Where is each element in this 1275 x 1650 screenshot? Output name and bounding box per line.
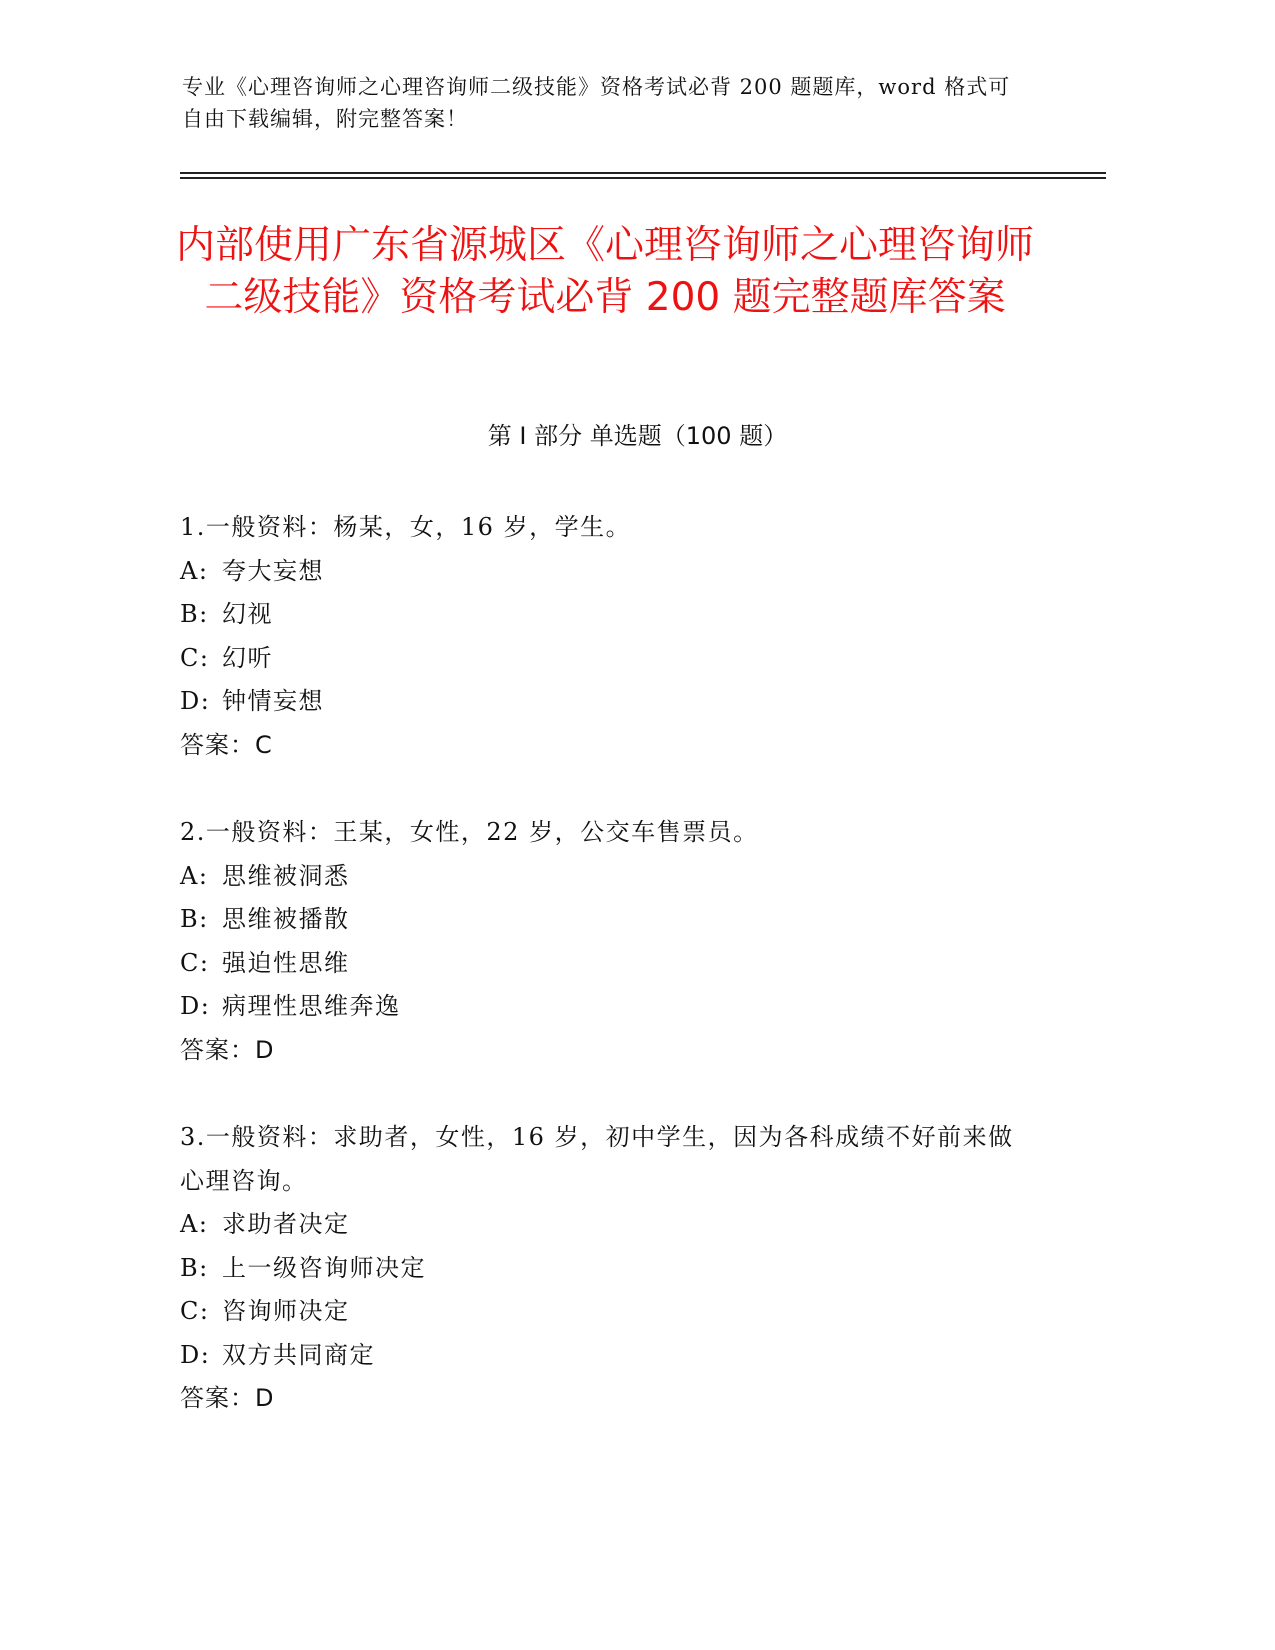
option-key: B: <box>180 1253 209 1282</box>
document-intro: 专业《心理咨询师之心理咨询师二级技能》资格考试必背 200 题题库，word 格式可自由下载编辑，附完整答案！ <box>182 75 1011 131</box>
header-rule-top <box>180 172 1106 174</box>
option-text: 幻视 <box>222 600 273 628</box>
option-text: 思维被播散 <box>222 905 350 933</box>
option-d <box>180 680 1030 724</box>
option-text: 思维被洞悉 <box>222 861 350 890</box>
question-item <box>180 506 1030 767</box>
option-key: B: <box>180 600 209 628</box>
option-key: C: <box>180 1297 210 1325</box>
question-item <box>180 1116 1030 1421</box>
option-d <box>180 1334 1030 1378</box>
option-text: 钟情妄想 <box>222 687 324 715</box>
question-stem: 3.一般资料：求助者，女性，16 岁，初中学生，因为各科成绩不好前来做心理咨询。 <box>180 1123 1014 1195</box>
option-b <box>180 898 1030 942</box>
question-stem: 1.一般资料：杨某，女，16 岁，学生。 <box>180 513 632 541</box>
option-text: 双方共同商定 <box>222 1340 375 1369</box>
option-text: 求助者决定 <box>222 1210 350 1238</box>
option-key: A: <box>180 556 209 585</box>
question-stem: 2.一般资料：王某，女性，22 岁，公交车售票员。 <box>180 818 759 846</box>
option-key: D: <box>180 992 211 1020</box>
header-rule-bottom <box>180 177 1106 179</box>
option-a <box>180 855 1030 899</box>
option-key: C: <box>180 643 210 672</box>
option-key: D: <box>180 1340 211 1369</box>
option-c <box>180 1290 1030 1334</box>
answer-line: 答案：D <box>180 1384 275 1412</box>
option-key: A: <box>180 861 209 890</box>
answer-line: 答案：D <box>180 1035 275 1064</box>
option-key: C: <box>180 948 210 977</box>
option-text: 幻听 <box>222 643 273 672</box>
option-text: 强迫性思维 <box>222 948 350 977</box>
option-b <box>180 1247 1030 1291</box>
option-a <box>180 1203 1030 1247</box>
section-title: 第 I 部分 单选题（100 题） <box>487 422 788 450</box>
option-key: A: <box>180 1210 209 1238</box>
option-c <box>180 637 1030 681</box>
question-item <box>180 811 1030 1072</box>
document-title: 内部使用广东省源城区《心理咨询师之心理咨询师二级技能》资格考试必背 200 题完整题库答案 <box>175 223 1034 320</box>
option-text: 夸大妄想 <box>222 556 324 585</box>
option-text: 病理性思维奔逸 <box>222 992 401 1020</box>
option-d <box>180 985 1030 1029</box>
option-c <box>180 942 1030 986</box>
option-key: B: <box>180 905 209 933</box>
option-text: 咨询师决定 <box>222 1297 350 1325</box>
answer-line: 答案：C <box>180 730 273 759</box>
option-text: 上一级咨询师决定 <box>222 1253 426 1282</box>
option-b <box>180 593 1030 637</box>
option-key: D: <box>180 687 211 715</box>
option-a <box>180 550 1030 594</box>
